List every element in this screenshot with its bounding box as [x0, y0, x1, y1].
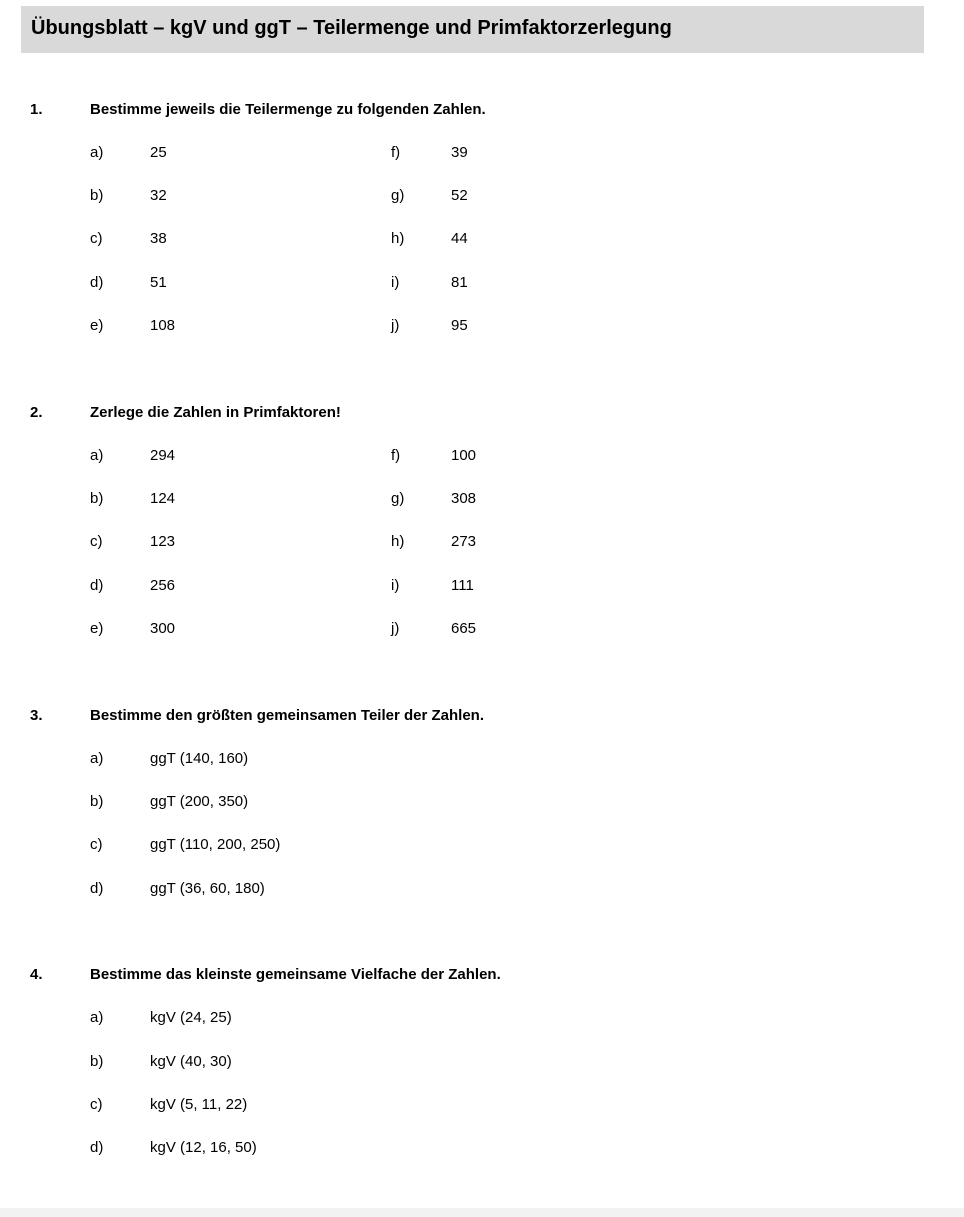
item-value: 25 — [150, 144, 167, 161]
item-label: g) — [391, 490, 405, 507]
item-value: 100 — [451, 447, 477, 464]
item-value: 256 — [150, 577, 176, 594]
task-instruction: Bestimme den größten gemeinsamen Teiler der Zahlen. — [90, 707, 484, 724]
item-label: b) — [90, 187, 104, 204]
item-label: e) — [90, 620, 104, 637]
item-label: j) — [391, 620, 400, 637]
task-instruction: Bestimme das kleinste gemeinsame Vielfache der Zahlen. — [90, 966, 501, 983]
item-value: 111 — [451, 577, 474, 594]
item-value: ggT (110, 200, 250) — [150, 836, 281, 853]
item-label: j) — [391, 317, 400, 334]
task-number: 2. — [30, 404, 43, 421]
item-label: a) — [90, 447, 104, 464]
item-label: a) — [90, 144, 104, 161]
item-value: 81 — [451, 274, 468, 291]
item-label: f) — [391, 144, 401, 161]
item-label: e) — [90, 317, 104, 334]
item-value: kgV (5, 11, 22) — [150, 1096, 248, 1113]
item-value: 123 — [150, 533, 176, 550]
item-label: c) — [90, 230, 103, 247]
item-value: kgV (24, 25) — [150, 1009, 232, 1026]
item-label: h) — [391, 533, 405, 550]
item-label: i) — [391, 577, 400, 594]
item-label: i) — [391, 274, 400, 291]
item-label: d) — [90, 880, 104, 897]
task-instruction: Zerlege die Zahlen in Primfaktoren! — [90, 404, 341, 421]
item-value: 665 — [451, 620, 477, 637]
item-label: b) — [90, 793, 104, 810]
task-number: 1. — [30, 101, 43, 118]
item-value: 39 — [451, 144, 468, 161]
item-value: 273 — [451, 533, 477, 550]
item-value: ggT (140, 160) — [150, 750, 249, 767]
item-value: ggT (200, 350) — [150, 793, 249, 810]
item-label: c) — [90, 1096, 103, 1113]
item-value: 95 — [451, 317, 468, 334]
page-title: Übungsblatt – kgV und ggT – Teilermenge und Primfaktorzerlegung — [31, 17, 672, 39]
item-label: d) — [90, 274, 104, 291]
item-value: 108 — [150, 317, 176, 334]
item-label: b) — [90, 1053, 104, 1070]
item-label: f) — [391, 447, 401, 464]
item-value: 124 — [150, 490, 176, 507]
page-bottom-edge — [0, 1208, 964, 1217]
item-value: 32 — [150, 187, 167, 204]
item-label: c) — [90, 836, 103, 853]
item-value: ggT (36, 60, 180) — [150, 880, 265, 897]
item-label: g) — [391, 187, 405, 204]
item-label: a) — [90, 750, 104, 767]
item-label: c) — [90, 533, 103, 550]
item-value: 44 — [451, 230, 468, 247]
item-value: 294 — [150, 447, 176, 464]
item-label: h) — [391, 230, 405, 247]
item-label: a) — [90, 1009, 104, 1026]
item-label: b) — [90, 490, 104, 507]
title-bar — [21, 6, 924, 53]
task-number: 3. — [30, 707, 43, 724]
item-value: 308 — [451, 490, 477, 507]
item-value: 52 — [451, 187, 468, 204]
item-value: 38 — [150, 230, 167, 247]
item-value: 300 — [150, 620, 176, 637]
task-instruction: Bestimme jeweils die Teilermenge zu folgenden Zahlen. — [90, 101, 486, 118]
item-label: d) — [90, 577, 104, 594]
task-number: 4. — [30, 966, 43, 983]
item-label: d) — [90, 1139, 104, 1156]
item-value: kgV (12, 16, 50) — [150, 1139, 257, 1156]
item-value: 51 — [150, 274, 167, 291]
item-value: kgV (40, 30) — [150, 1053, 232, 1070]
